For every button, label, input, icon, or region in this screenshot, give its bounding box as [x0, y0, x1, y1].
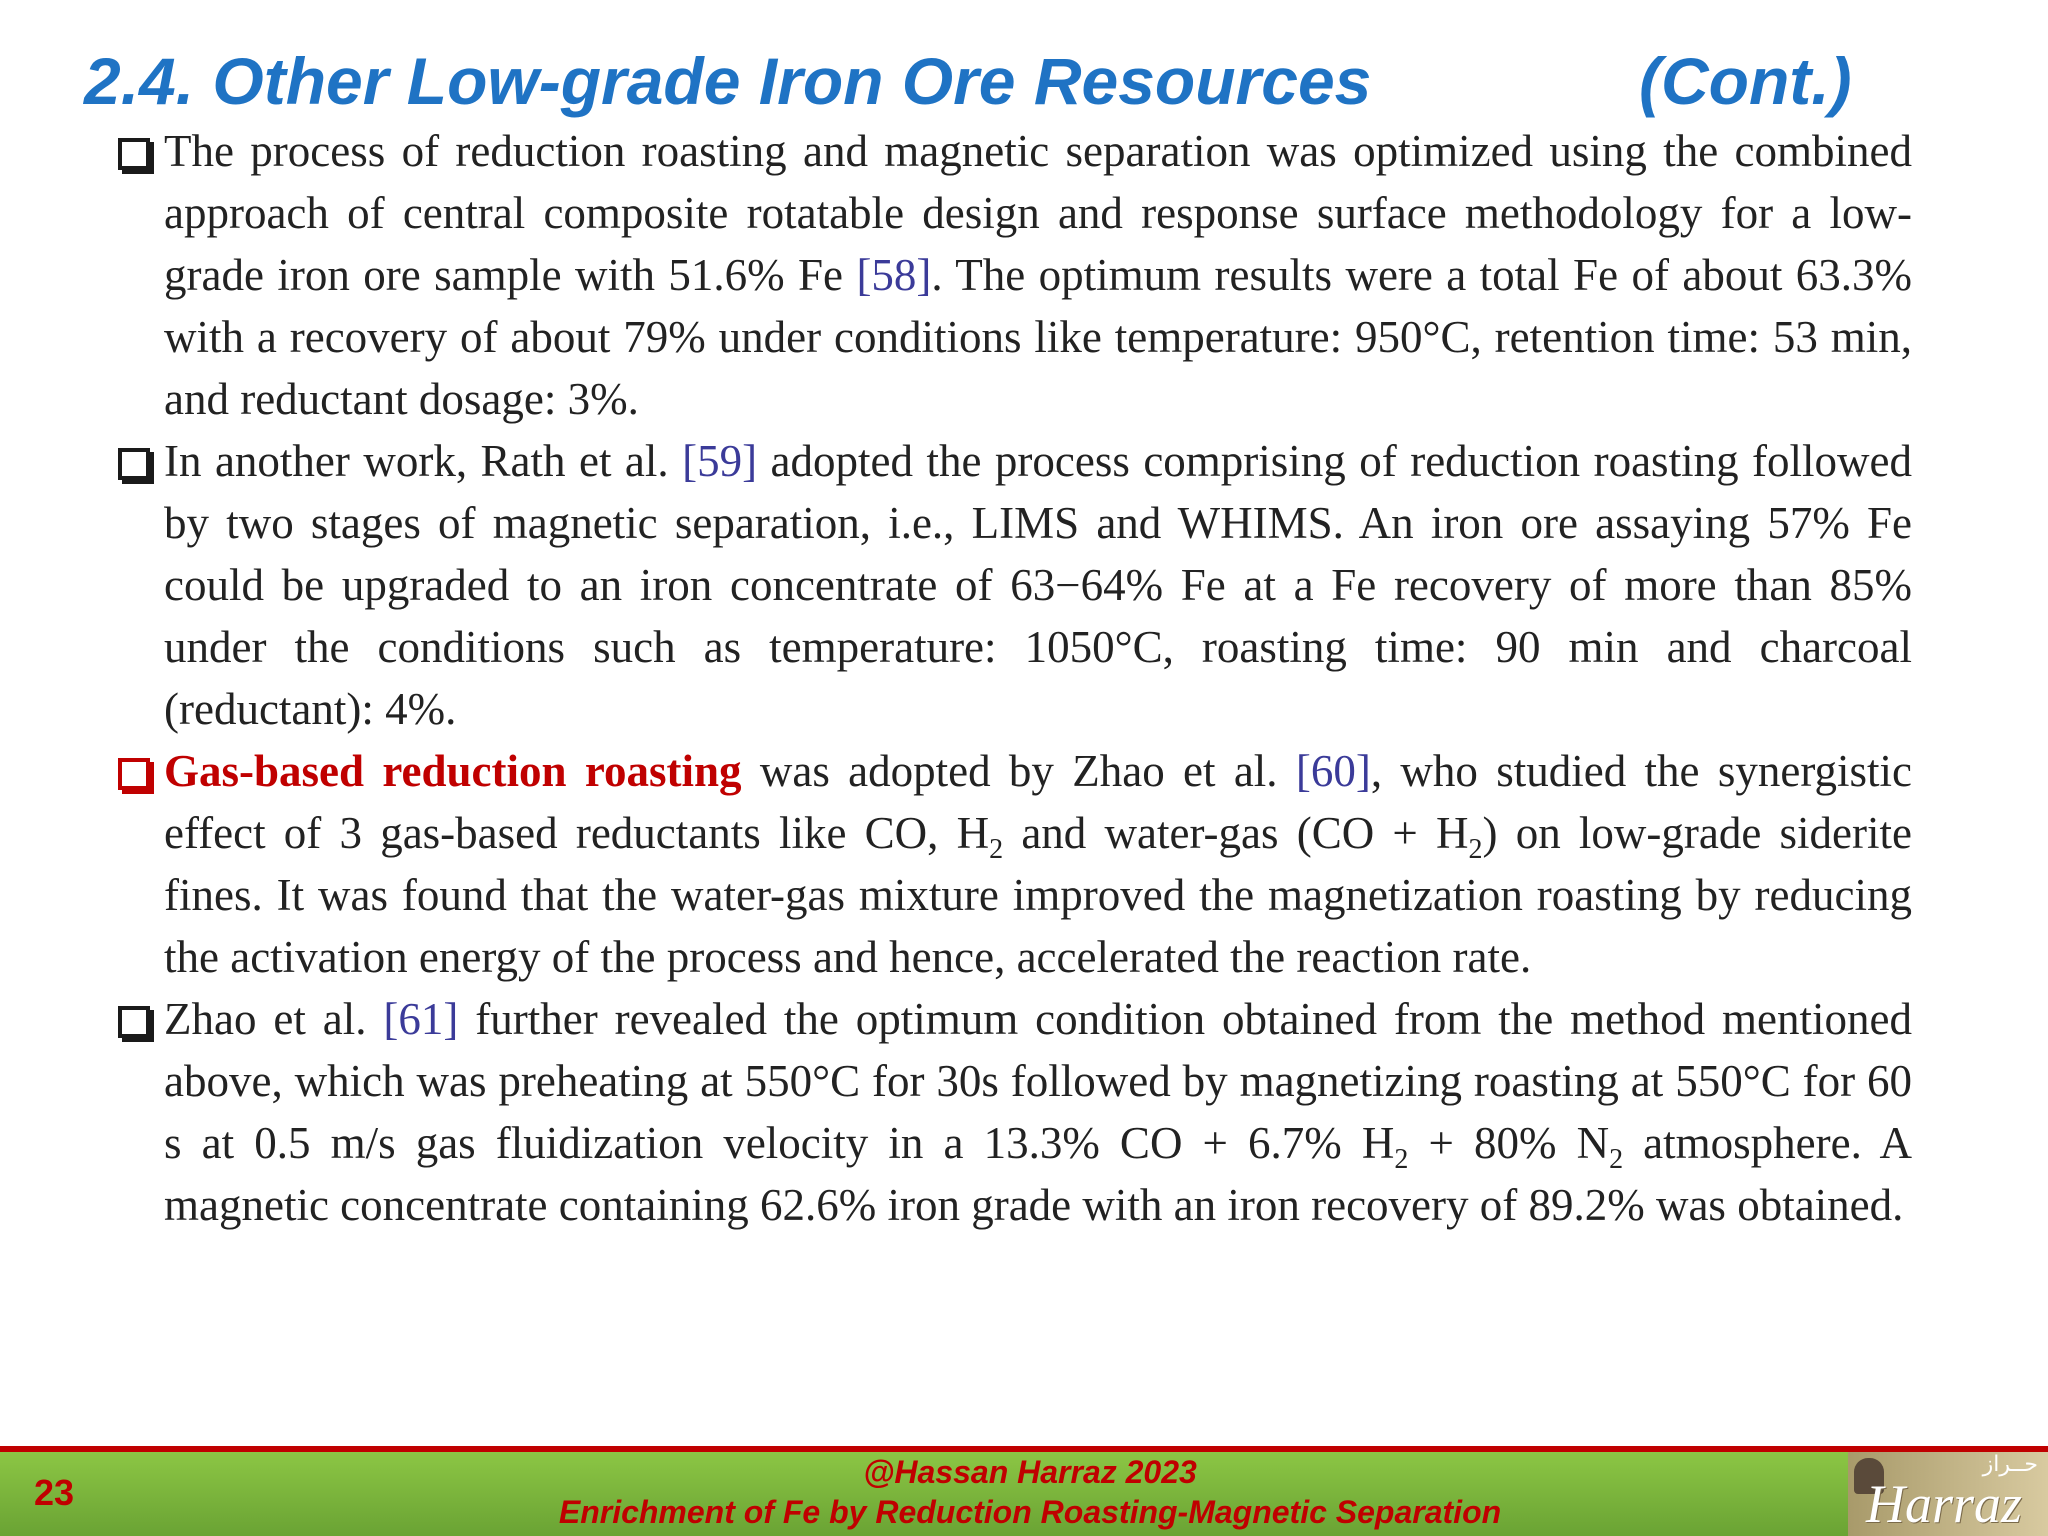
reference-link[interactable]: [61] [383, 994, 459, 1044]
footer-subtitle: Enrichment of Fe by Reduction Roasting-Magnetic Separation [558, 1494, 1502, 1530]
bullet-text: Zhao et al. [164, 994, 384, 1044]
slide-footer [0, 1446, 2048, 1536]
author-logo [1848, 1452, 2048, 1536]
bullet-text: ) on low-grade siderite fines. It was found that the water-gas mixture improved the magnetization roasting by reducing the activation energy of the process and hence, accelerated the reaction rate. [164, 808, 1912, 982]
reference-link[interactable]: [60] [1295, 746, 1371, 796]
slide-title-text: 2.4. Other Low-grade Iron Ore Resources [84, 44, 1372, 118]
bullet-text: atmosphere. A magnetic concentrate containing 62.6% iron grade with an iron recovery of 89.2% was obtained. [164, 1118, 1912, 1230]
checkbox-bullet-icon [118, 1006, 150, 1038]
subscript: 2 [989, 834, 1004, 865]
slide-title [84, 38, 1904, 124]
bullet-text: The process of reduction roasting and magnetic separation was optimized using the combined approach of central composite rotatable design and response surface methodology for a low-grade iron ore sample with 51.6% Fe [164, 126, 1912, 300]
subscript: 2 [1394, 1144, 1409, 1175]
subscript: 2 [1609, 1144, 1624, 1175]
bullet-text: and water-gas (CO + H [1003, 808, 1469, 858]
checkbox-bullet-icon [118, 758, 150, 790]
checkbox-bullet-icon [118, 448, 150, 480]
highlighted-term: Gas-based reduction roasting [164, 746, 742, 796]
bullet-text: In another work, Rath et al. [164, 436, 683, 486]
bullet-text: . The optimum results were a total Fe of about 63.3% with a recovery of about 79% under conditions like temperature: 950°C, retention time: 53 min, and reductant dosage: 3%. [164, 250, 1912, 424]
slide-title-suffix: (Cont.) [1639, 44, 1852, 118]
bullet-text: , who studied the synergistic effect of 3 gas-based reductants like CO, H [164, 746, 1912, 858]
footer-author: @Hassan Harraz 2023 [863, 1454, 1197, 1490]
checkbox-bullet-icon [118, 138, 150, 170]
footer-caption [430, 1452, 1630, 1532]
page-number: 23 [34, 1472, 75, 1513]
logo-signature: Harraz [1866, 1474, 2023, 1534]
bullet-text: + 80% N [1408, 1118, 1610, 1168]
bullet-item-optimization [112, 120, 1912, 430]
bullet-text: further revealed the optimum condition obtained from the method mentioned above, which was preheating at 550°C for 30s followed by magnetizing roasting at 550°C for 60 s at 0.5 m/s gas fluidization velocity in a 13.3% CO + 6.7% H [164, 994, 1912, 1168]
bullet-item-zhao [112, 988, 1912, 1236]
bullet-list [112, 120, 1912, 1236]
reference-link[interactable]: [58] [856, 250, 932, 300]
bullet-item-gas-based [112, 740, 1912, 988]
bullet-text: was adopted by Zhao et al. [741, 746, 1296, 796]
subscript: 2 [1468, 834, 1483, 865]
bullet-item-rath [112, 430, 1912, 740]
reference-link[interactable]: [59] [682, 436, 758, 486]
bullet-text: adopted the process comprising of reduction roasting followed by two stages of magnetic separation, i.e., LIMS and WHIMS. An iron ore assaying 57% Fe could be upgraded to an iron concentrate of 63−64% Fe at a Fe recovery of more than 85% under the conditions such as temperature: 1050°C, roasting time: 90 min and charcoal (reductant): 4%. [164, 436, 1912, 734]
logo-arabic-text: حــراز [1982, 1452, 2038, 1477]
